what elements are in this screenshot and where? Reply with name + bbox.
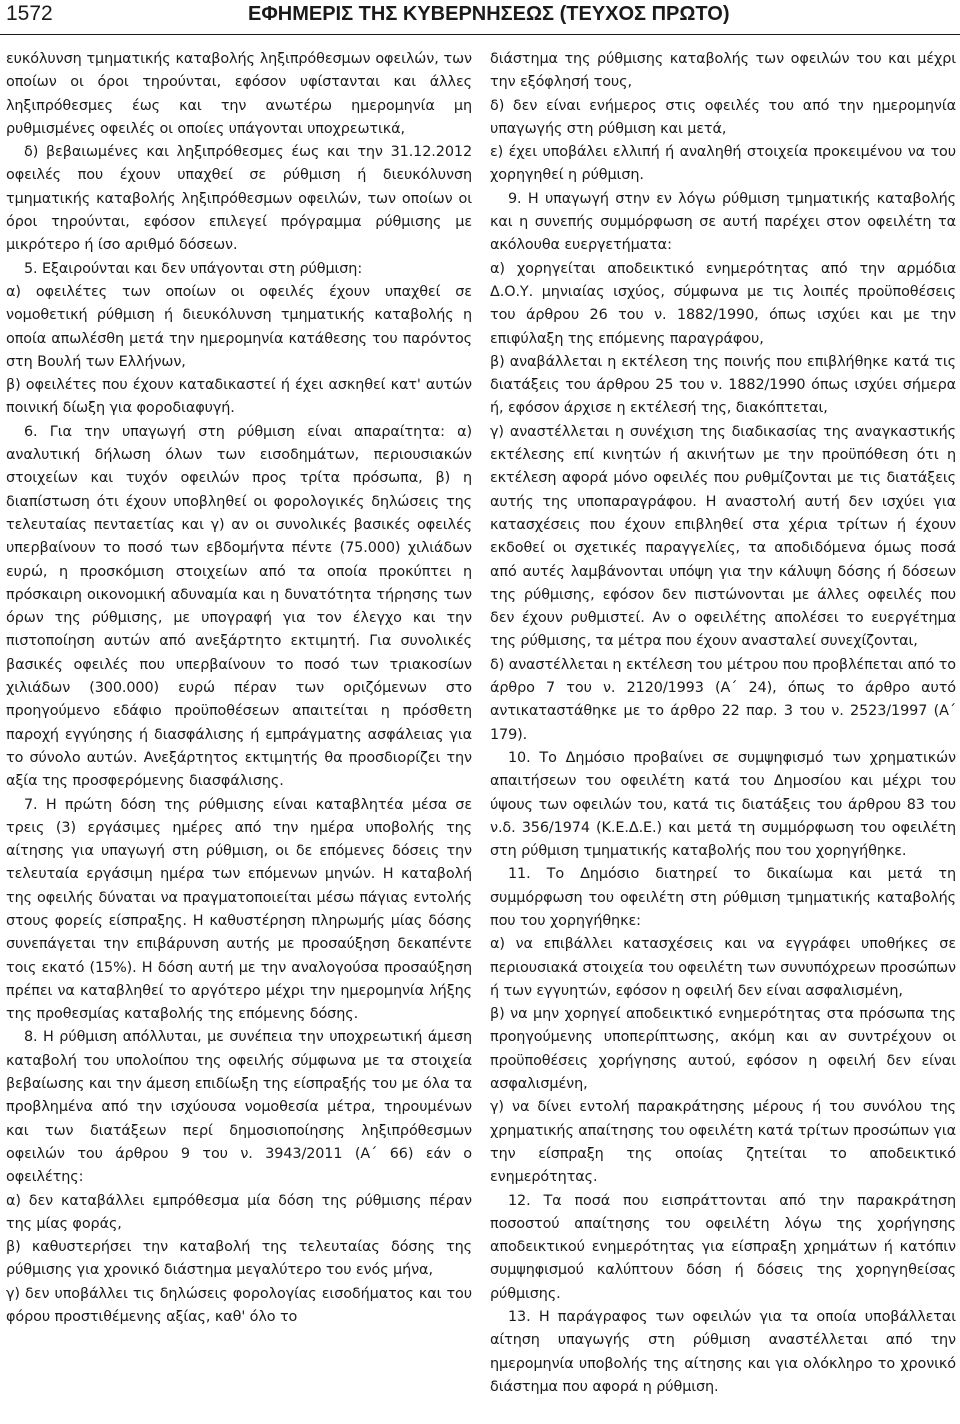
paragraph: 9. Η υπαγωγή στην εν λόγω ρύθμιση τμηματικής καταβολής και η συνεπής συμμόρφωση σε αυτή παρέχει στον οφειλέτη τα ακόλουθα ευεργετήματα: [490,190,956,254]
paragraph: 5. Εξαιρούνται και δεν υπάγονται στη ρύθμιση: [24,260,363,277]
paragraph: γ) αναστέλλεται η συνέχιση της διαδικασίας της αναγκαστικής εκτέλεσης επί κινητών ή ακινήτων με την προϋπόθεση ότι η εκτέλεση αφορά μόνο οφειλές που ρυθμίζονται με τις διατάξεις αυτής της υποπαραγράφου. Η αναστολή αυτή δεν ισχύει για κατασχέσεις που έχουν επιβληθεί στα χέρια τρίτων ή έχουν εκδοθεί οι σχετικές παραγγελίες, τα αποδιδόμενα όμως ποσά από αυτές λαμβάνονται υπόψη για την κάλυψη δόσης ή δόσεων της ρύθμισης, εφόσον δεν πιστώνονται με άλλες οφειλές που δεν έχουν ρυθμιστεί. Αν ο οφειλέτης απολέσει το ευεργέτημα της ρύθμισης, τα μέτρα που έχουν ανασταλεί συνεχίζονται, [490,423,956,650]
paragraph: γ) δεν υποβάλλει τις δηλώσεις φορολογίας εισοδήματος και του φόρου προστιθέμενης αξίας, καθ' όλο το [6,1285,472,1326]
left-column [6,48,472,1420]
paragraph: β) να μην χορηγεί αποδεικτικό ενημερότητας στα πρόσωπα της προηγούμενης υποπερίπτωσης, ακόμη και αν συντρέχουν οι προϋποθέσεις χορήγησης αυτού, εφόσον η οφειλή δεν είναι ασφαλισμένη, [490,1006,956,1093]
paragraph: β) οφειλέτες που έχουν καταδικαστεί ή έχει ασκηθεί κατ' αυτών ποινική δίωξη για φοροδιαφυγή. [6,377,472,417]
page-header [0,0,960,35]
paragraph: 13. Η παράγραφος των οφειλών για τα οποία υποβάλλεται αίτηση υπαγωγής στη ρύθμιση αναστέλλεται από την ημερομηνία υποβολής της αίτησης και για ολόκληρο το χρονικό διάστημα που αφορά η ρύθμιση. [490,1309,956,1395]
paragraph: 7. Η πρώτη δόση της ρύθμισης είναι καταβλητέα μέσα σε τρεις (3) εργάσιμες ημέρες από την ημέρα υποβολής της αίτησης για υπαγωγή στη ρύθμιση, οι δε επόμενες δόσεις την τελευταία εργάσιμη ημέρα των επόμενων μηνών. Η καταβολή της οφειλής δύναται να πραγματοποιείται μέσω πάγιας εντολής στους φορείς είσπραξης. Η καθυστέρηση πληρωμής μίας δόσης συνεπάγεται την επιβάρυνση αυτής με προσαύξηση δεκαπέντε τοις εκατό (15%). Η δόση αυτή με την αναλογούσα προσαύξηση πρέπει να καταβληθεί το αργότερο μέχρι την ημερομηνία λήξης της προθεσμίας καταβολής της επόμενης δόσης. [6,796,472,1023]
paragraph: ευκόλυνση τμηματικής καταβολής ληξιπρόθεσμων οφειλών, των οποίων οι όροι τηρούνται, εφόσον υφίστανται και άλλες ληξιπρόθεσμες έως και την ανωτέρω ημερομηνία μη ρυθμισμένες οφειλές οι οποίες υπάγονται υποχρεωτικά, [6,51,472,137]
journal-title: ΕΦΗΜΕΡΙΣ ΤΗΣ ΚΥΒΕΡΝΗΣΕΩΣ (ΤΕΥΧΟΣ ΠΡΩΤΟ) [248,3,730,25]
paragraph: 6. Για την υπαγωγή στη ρύθμιση είναι απαραίτητα: α) αναλυτική δήλωση όλων των εισοδημάτων, περιουσιακών στοιχείων και τυχόν οφειλών προς τρίτα πρόσωπα, β) η διαπίστωση ότι έχουν υποβληθεί οι φορολογικές δηλώσεις της τελευταίας πενταετίας και γ) αν οι συνολικές βασικές οφειλές υπερβαίνουν το ποσό των εβδομήντα πέντε (75.000) χιλιάδων ευρώ, η προσκόμιση στοιχείων από τα οποία προκύπτει η πρόσκαιρη οικονομική αδυναμία και η δυνατότητα τήρησης των όρων της ρύθμισης, με υπογραφή για τον έλεγχο και την πιστοποίηση αυτών από ανεξάρτητο εκτιμητή. Για συνολικές βασικές οφειλές που υπερβαίνουν το ποσό των τριακοσίων χιλιάδων (300.000) ευρώ πέραν των οριζόμενων στο προηγούμενο εδάφιο προϋποθέσεων απαιτείται η πρόσθετη παροχή εγγύησης ή διασφάλισης ή εμπράγματης ασφάλειας για το σύνολο αυτών. Ανεξάρτητος εκτιμητής θα προσδιορίζει την αξία της προσφερόμενης διασφάλισης. [6,423,472,790]
paragraph: β) αναβάλλεται η εκτέλεση της ποινής που επιβλήθηκε κατά τις διατάξεις του άρθρου 25 του ν. 1882/1990 όπως ισχύει σήμερα ή, εφόσον άρχισε η εκτέλεσή της, διακόπτεται, [490,353,956,417]
paragraph: α) να επιβάλλει κατασχέσεις και να εγγράφει υποθήκες σε περιουσιακά στοιχεία του οφειλέτη των συνυπόχρεων προσώπων ή των εγγυητών, εφόσον η οφειλή δεν είναι ασφαλισμένη, [490,936,956,999]
paragraph: διάστημα της ρύθμισης καταβολής των οφειλών του και μέχρι την εξόφλησή τους, [490,51,956,91]
paragraph: γ) να δίνει εντολή παρακράτησης μέρους ή του συνόλου της χρηματικής απαίτησης του οφειλέτη κατά τρίτων προσώπων για την είσπραξη της οποίας ζητείται το αποδεικτικό ενημερότητας. [490,1099,956,1186]
paragraph: ε) έχει υποβάλει ελλιπή ή αναληθή στοιχεία προκειμένου να του χορηγηθεί η ρύθμιση. [490,144,956,184]
paragraph: δ) αναστέλλεται η εκτέλεση του μέτρου που προβλέπεται από το άρθρο 7 του ν. 2120/1993 (Α΄ 24), όπως το άρθρο αυτό αντικαταστάθηκε με το άρθρο 22 παρ. 3 του ν. 2523/1997 (Α΄ 179). [490,656,956,743]
paragraph: 10. Το Δημόσιο προβαίνει σε συμψηφισμό των χρηματικών απαιτήσεων του οφειλέτη κατά του Δημοσίου και μέχρι του ύψους των οφειλών του, κατά τις διατάξεις του άρθρου 83 του ν.δ. 356/1974 (Κ.Ε.Δ.Ε.) και μετά τη συμμόρφωση του οφειλέτη στη ρύθμιση τμηματικής καταβολής που του χορηγήθηκε. [490,749,956,860]
paragraph: α) χορηγείται αποδεικτικό ενημερότητας από την αρμόδια Δ.Ο.Υ. μηνιαίας ισχύος, σύμφωνα με τις λοιπές προϋποθέσεις του άρθρου 26 του ν. 1882/1990, όπως ισχύει και με την επιφύλαξη της επόμενης παραγράφου, [490,260,956,347]
paragraph: α) δεν καταβάλλει εμπρόθεσμα μία δόση της ρύθμισης πέραν της μίας φοράς, [6,1192,472,1232]
paragraph: 8. Η ρύθμιση απόλλυται, με συνέπεια την υποχρεωτική άμεση καταβολή του υπολοίπου της οφειλής σύμφωνα με τα στοιχεία βεβαίωσης και την άμεση επιδίωξη της είσπραξής του με όλα τα προβλημένα από την ισχύουσα νομοθεσία μέτρα, τηρουμένων και των διατάξεων περί δημοσιοποίησης ληξιπρόθεσμων οφειλών του άρθρου 9 του ν. 3943/2011 (Α΄ 66) εάν ο οφειλέτης: [6,1029,472,1186]
right-column [490,48,956,1420]
paragraph: 11. Το Δημόσιο διατηρεί το δικαίωμα και μετά τη συμμόρφωση του οφειλέτη στη ρύθμιση τμηματικής καταβολής που του χορηγήθηκε: [490,866,956,929]
paragraph: α) οφειλέτες των οποίων οι οφειλές έχουν υπαχθεί σε νομοθετική ρύθμιση ή διευκόλυνση τμηματικής καταβολής η οποία απωλέσθη μετά την ημερομηνία κατάθεσης του παρόντος στη Βουλή των Ελλήνων, [6,283,472,370]
paragraph: 12. Τα ποσά που εισπράττονται από την παρακράτηση ποσοστού απαίτησης του οφειλέτη λόγω της χορήγησης αποδεικτικού ενημερότητας για είσπραξη χρημάτων ή κατόπιν συμψηφισμού καλύπτουν δόση ή δόσεις της χορηγηθείσας ρύθμισης. [490,1192,956,1302]
paragraph: β) καθυστερήσει την καταβολή της τελευταίας δόσης της ρύθμισης για χρονικό διάστημα μεγαλύτερο του ενός μήνα, [6,1239,472,1279]
paragraph: δ) δεν είναι ενήμερος στις οφειλές του από την ημερομηνία υπαγωγής στη ρύθμιση και μετά, [490,97,956,137]
page-number: 1572 [6,2,53,25]
paragraph: δ) βεβαιωμένες και ληξιπρόθεσμες έως και την 31.12.2012 οφειλές που έχουν υπαχθεί σε ρύθμιση ή διευκόλυνση τμηματικής καταβολής ληξιπρόθεσμων οφειλών, των οποίων οι όροι τηρούνται, εφόσον επιλεγεί πρόγραμμα ρύθμισης με μικρότερο ή ίσο αριθμό δόσεων. [6,144,472,254]
